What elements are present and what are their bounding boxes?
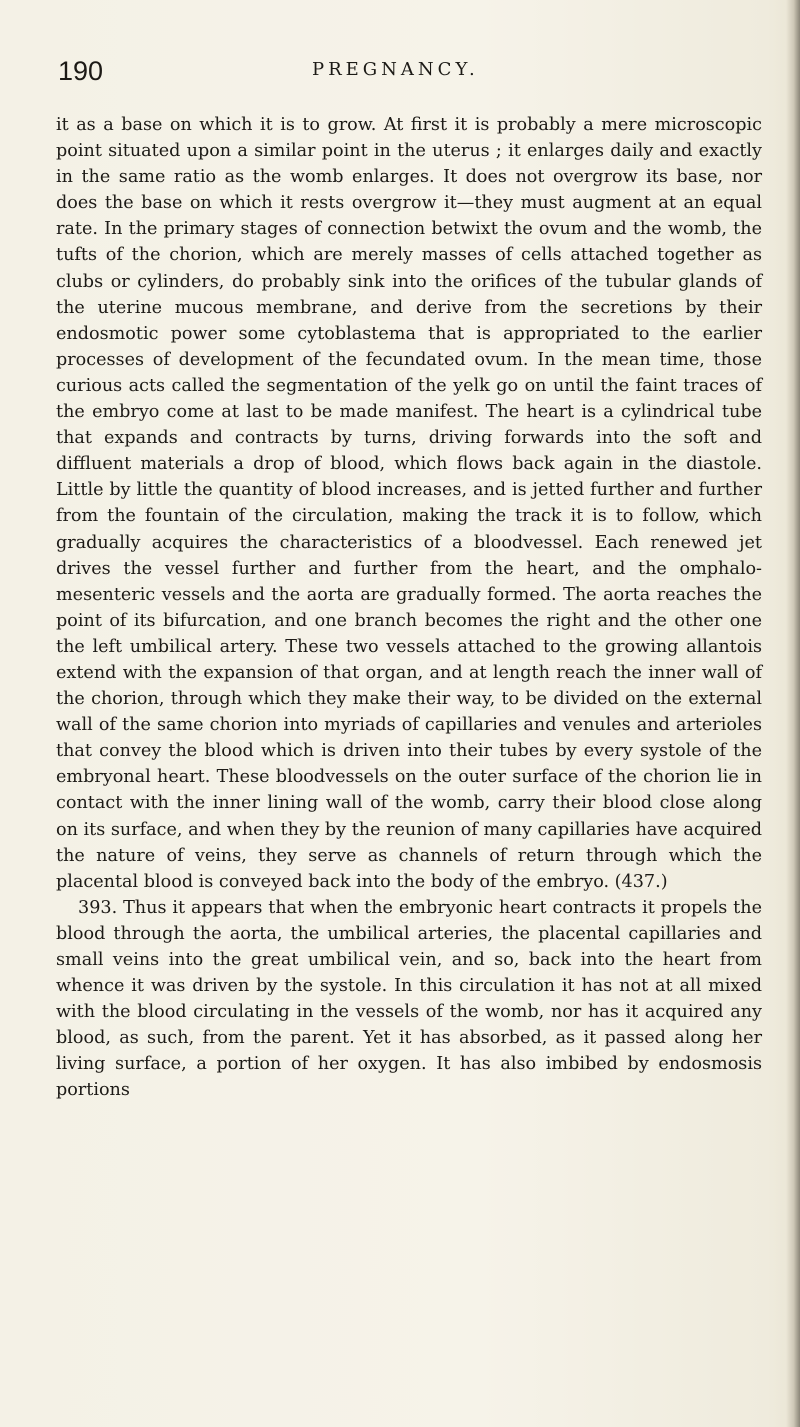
paragraph-393: 393. Thus it appears that when the embryonic heart contracts it propels the blood through the aorta, the umbilical arteries, the placental capillaries and small veins into the great umbilical vein, and so, back into the heart from whence it was driven by the systole. In this circulation it has not at all mixed with the blood circulating in the vessels of the womb, nor has it acquired any blood, as such, from the parent. Yet it has absorbed, as it passed along her living surface, a portion of her oxygen. It has also imbibed by endosmosis portions [56,897,762,1101]
body-text [56,112,762,1104]
page-number: 190 [58,56,104,86]
running-title: PREGNANCY. [312,59,479,80]
page-edge-shadow [786,0,800,1427]
paragraph-continuation: it as a base on which it is to grow. At first it is probably a mere microscopic point situated upon a similar point in the uterus ; it enlarges daily and exactly in the same ratio as the womb enlarges. It does not overgrow its base, nor does the base on which it rests overgrow it—they must augment at an equal rate. In the primary stages of connection betwixt the ovum and the womb, the tufts of the chorion, which are merely masses of cells attached together as clubs or cylinders, do probably sink into the orifices of the tubular glands of the uterine mucous membrane, and derive from the secretions by their endosmotic power some cytoblastema that is appropriated to the earlier processes of development of the fecundated ovum. In the mean time, those curious acts called the segmentation of the yelk go on until the faint traces of the embryo come at last to be made manifest. The heart is a cylindrical tube that expands and contracts by turns, driving forwards into the soft and diffluent materials a drop of blood, which flows back again in the diastole. Little by little the quantity of blood increases, and is jetted further and further from the fountain of the circulation, making the track it is to follow, which gradually acquires the characteristics of a bloodvessel. Each renewed jet drives the vessel further and further from the heart, and the omphalo-mesenteric vessels and the aorta are gradually formed. The aorta reaches the point of its bifurcation, and one branch becomes the right and the other one the left umbilical artery. These two vessels attached to the growing allantois extend with the expansion of that organ, and at length reach the inner wall of the chorion, through which they make their way, to be divided on the external wall of the same chorion into myriads of capillaries and venules and arterioles that convey the blood which is driven into their tubes by every systole of the embryonal heart. These bloodvessels on the outer surface of the chorion lie in contact with the inner lining wall of the womb, carry their blood close along on its surface, and when they by the reunion of many capillaries have acquired the nature of veins, they serve as channels of return through which the placental blood is conveyed back into the body of the embryo. (437.) [56,115,762,892]
